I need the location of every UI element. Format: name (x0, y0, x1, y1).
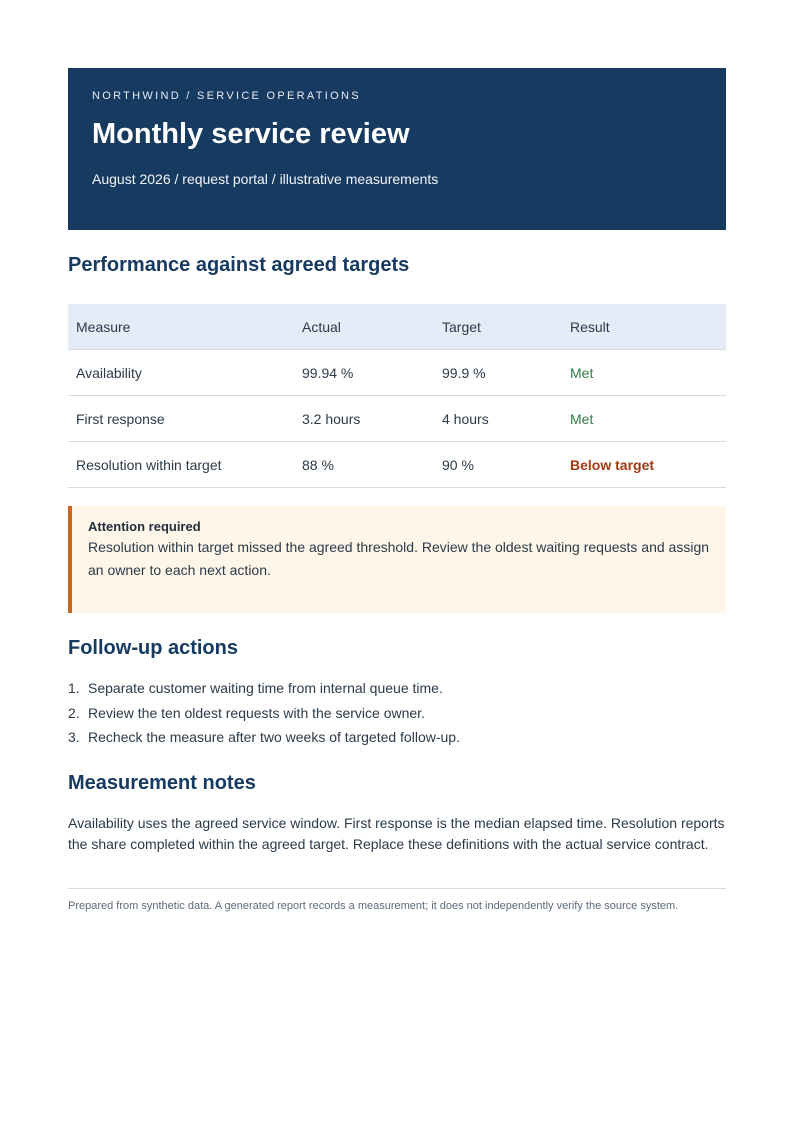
action-text: Separate customer waiting time from internal queue time. (88, 680, 443, 696)
callout-title: Attention required (88, 519, 201, 534)
action-text: Review the ten oldest requests with the service owner. (88, 704, 425, 721)
notes-heading: Measurement notes (68, 771, 256, 794)
report-subtitle: August 2026 / request portal / illustrative measurements (92, 171, 439, 187)
list-item (68, 676, 726, 701)
list-number: 2. (68, 704, 80, 721)
cell-measure: First response (68, 396, 294, 442)
cell-actual: 3.2 hours (294, 396, 434, 442)
list-number: 1. (68, 680, 80, 696)
cell-target: 4 hours (434, 396, 562, 442)
report-title: Monthly service review (92, 118, 410, 150)
report-page (68, 68, 726, 913)
cell-target: 99.9 % (434, 350, 562, 396)
table-row (68, 350, 726, 396)
attention-callout (68, 506, 726, 613)
cell-measure: Availability (68, 350, 294, 396)
cell-result-below-target: Below target (562, 442, 726, 488)
table-row (68, 396, 726, 442)
actions-list (68, 676, 726, 750)
performance-table (68, 304, 726, 488)
table-header-row (68, 304, 726, 350)
actions-heading: Follow-up actions (68, 637, 238, 659)
column-header-target: Target (434, 304, 562, 350)
table-row (68, 442, 726, 488)
list-item (68, 725, 726, 750)
cell-result-met: Met (562, 396, 726, 442)
callout-text-line-1: Resolution within target missed the agreed threshold. Review the oldest waiting requests and assign (88, 539, 710, 555)
report-header-banner (68, 68, 726, 230)
cell-actual: 99.94 % (294, 350, 434, 396)
column-header-result: Result (562, 304, 726, 350)
cell-measure: Resolution within target (68, 442, 294, 488)
column-header-measure: Measure (68, 304, 294, 350)
footer-disclaimer: Prepared from synthetic data. A generated report records a measurement; it does not independently verify the source system. (68, 888, 726, 913)
cell-actual: 88 % (294, 442, 434, 488)
column-header-actual: Actual (294, 304, 434, 350)
header-eyebrow: NORTHWIND / SERVICE OPERATIONS (92, 90, 361, 102)
notes-paragraph: Availability uses the agreed service window. First response is the median elapsed time. Resolution reports the share completed within the agreed target. Replace these definitions with the actual service contract. (68, 814, 725, 852)
performance-heading: Performance against agreed targets (68, 254, 410, 276)
callout-text-line-2: an owner to each next action. (88, 562, 271, 578)
cell-result-met: Met (562, 350, 726, 396)
list-item (68, 701, 726, 726)
list-number: 3. (68, 729, 80, 745)
cell-target: 90 % (434, 442, 562, 488)
action-text: Recheck the measure after two weeks of targeted follow-up. (88, 729, 460, 745)
